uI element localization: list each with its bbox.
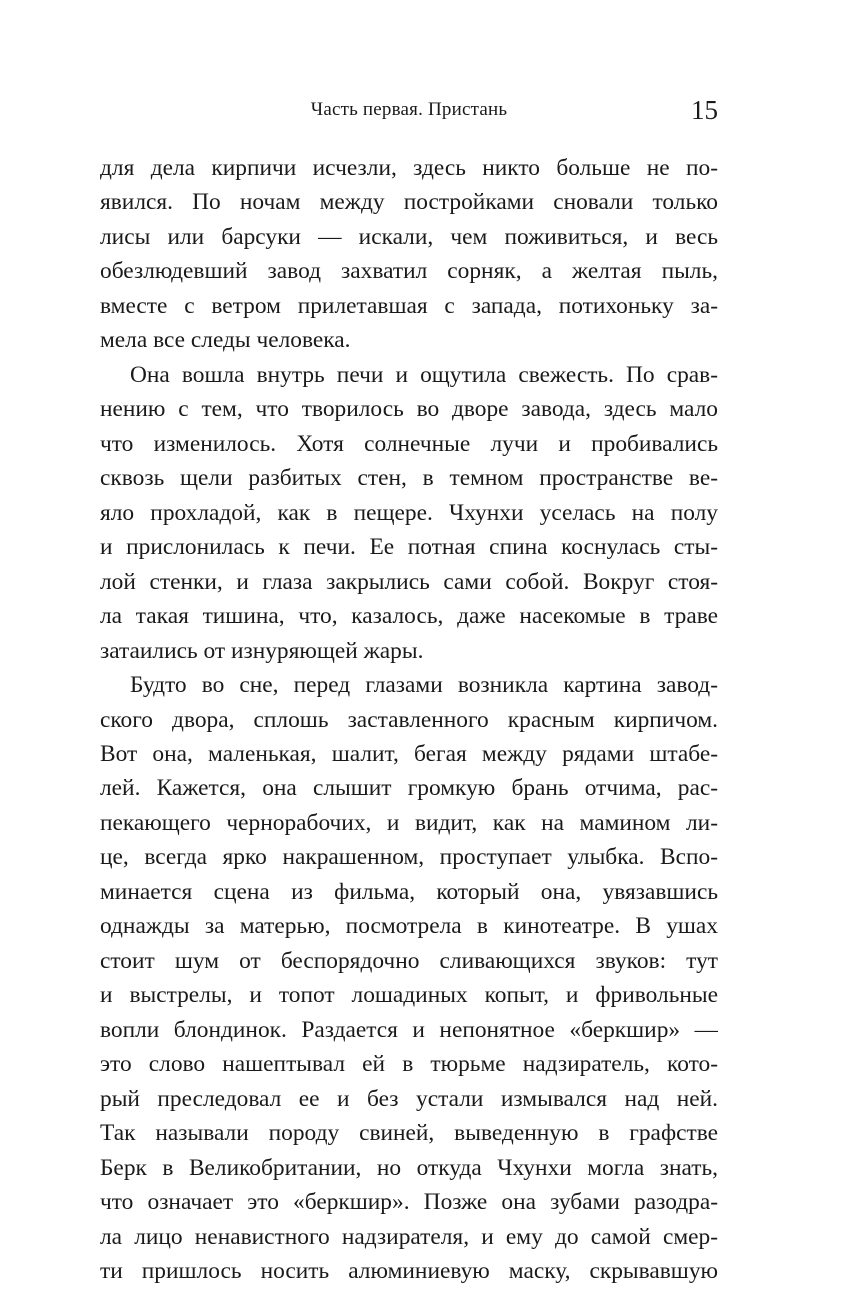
text-line: вопли блондинок. Раздается и непонятное «беркшир» — [100, 1016, 718, 1043]
text-line: минается сцена из фильма, который она, увязавшись [100, 878, 718, 905]
text-line: Она вошла внутрь печи и ощутила свежесть. По срав- [130, 361, 718, 388]
text-line: Будто во сне, перед глазами возникла картина завод- [130, 672, 718, 699]
text-line: стоит шум от беспорядочно сливающихся звуков: тут [100, 947, 718, 974]
text-line: пекающего чернорабочих, и видит, как на мамином ли- [100, 809, 718, 836]
text-line: лисы или барсуки — искали, чем поживиться, и весь [100, 223, 718, 250]
body-text [100, 151, 718, 1288]
text-line: обезлюдевший завод захватил сорняк, а желтая пыль, [100, 258, 718, 285]
text-line: это слово нашептывал ей в тюрьме надзиратель, кото- [100, 1051, 718, 1078]
text-line: и прислонилась к печи. Ее потная спина коснулась сты- [100, 534, 718, 561]
text-line: ти пришлось носить алюминиевую маску, скрывавшую [100, 1258, 718, 1284]
text-line: что означает это «беркшир». Позже она зубами разодра- [100, 1189, 718, 1216]
text-line: и выстрелы, и топот лошадиных копыт, и фривольные [100, 982, 718, 1009]
text-line: явился. По ночам между постройками сновали только [100, 189, 718, 216]
text-line: лой стенки, и глаза закрылись сами собой. Вокруг стоя- [100, 568, 718, 595]
text-line: Берк в Великобритании, но откуда Чхунхи могла знать, [100, 1154, 718, 1181]
text-line: затаились от изнуряющей жары. [100, 637, 424, 664]
text-line: ского двора, сплошь заставленного красным кирпичом. [100, 706, 718, 733]
text-line: нению с тем, что творилось во дворе завода, здесь мало [100, 396, 718, 423]
text-line: Вот она, маленькая, шалит, бегая между рядами штабе- [100, 740, 718, 767]
text-line: це, всегда ярко накрашенном, проступает улыбка. Вспо- [100, 844, 718, 871]
text-line: вместе с ветром прилетавшая с запада, потихоньку за- [100, 292, 718, 319]
text-line: ла такая тишина, что, казалось, даже насекомые в траве [100, 603, 718, 630]
text-line: Так называли породу свиней, выведенную в графстве [100, 1120, 718, 1147]
text-line: однажды за матерью, посмотрела в кинотеатре. В ушах [100, 913, 718, 940]
text-line: ла лицо ненавистного надзирателя, и ему до самой смер- [100, 1223, 718, 1250]
text-line: яло прохладой, как в пещере. Чхунхи уселась на полу [100, 499, 718, 526]
text-line: что изменилось. Хотя солнечные лучи и пробивались [100, 430, 718, 457]
running-head [100, 96, 718, 128]
text-line: сквозь щели разбитых стен, в темном пространстве ве- [100, 465, 718, 492]
text-line: мела все следы человека. [100, 327, 351, 354]
text-line: для дела кирпичи исчезли, здесь никто больше не по- [100, 155, 718, 181]
text-line: лей. Кажется, она слышит громкую брань отчима, рас- [100, 775, 718, 802]
text-line: рый преследовал ее и без устали измывался над ней. [100, 1085, 718, 1112]
section-title: Часть первая. Пристань [310, 99, 508, 120]
page-number: 15 [691, 95, 718, 125]
